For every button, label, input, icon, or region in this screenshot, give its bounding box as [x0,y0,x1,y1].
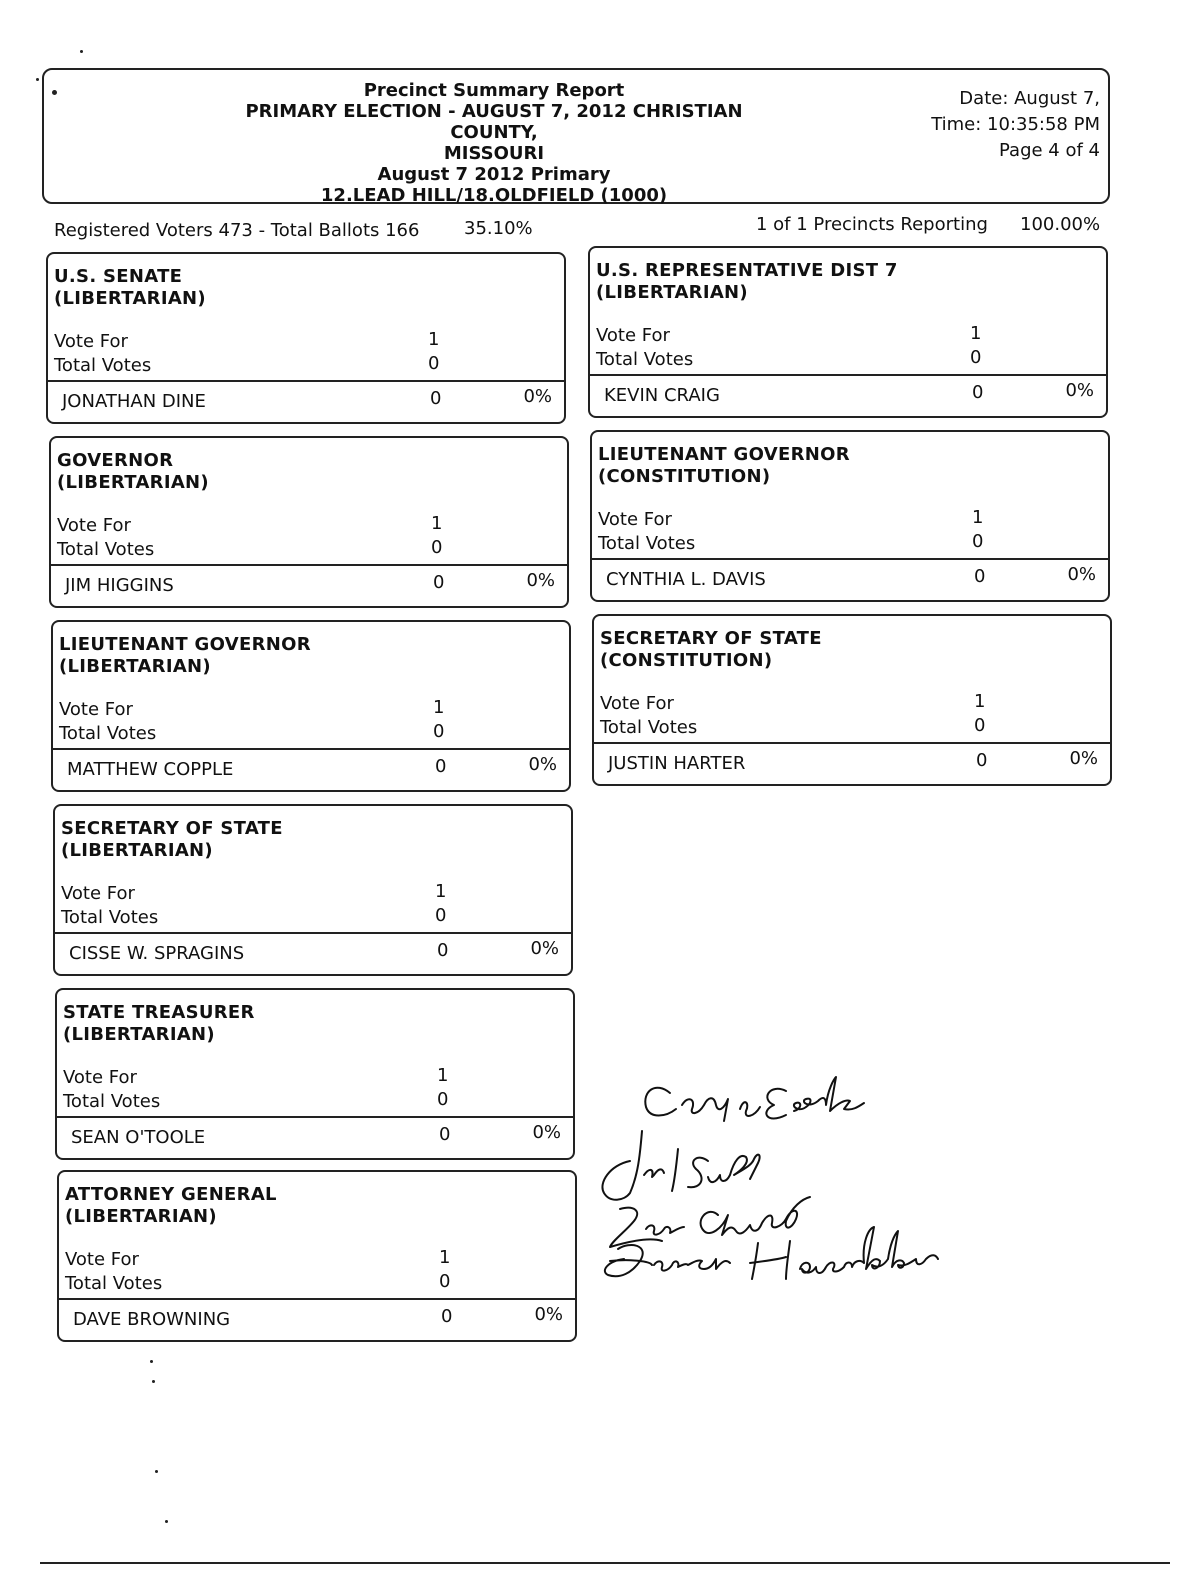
precinct-name: 12.LEAD HILL/18.OLDFIELD (1000) [320,185,668,206]
candidate-percent: 0% [1069,748,1098,769]
total-votes-value: 0 [970,347,982,368]
total-votes-label: Total Votes [596,349,694,370]
vote-for-value: 1 [431,513,443,534]
total-votes-label: Total Votes [65,1273,163,1294]
race-title [54,266,206,310]
election-name-line2: MISSOURI [443,143,545,164]
candidate-name: JIM HIGGINS [65,575,174,596]
header-title-block [214,80,774,206]
vote-for-label: Vote For [63,1067,137,1088]
candidate-percent: 0% [532,1122,561,1143]
race-party: (LIBERTARIAN) [57,472,209,493]
precincts-reporting: 1 of 1 Precincts Reporting [756,214,988,235]
race-box [592,614,1112,786]
candidate-votes: 0 [441,1306,453,1327]
candidate-votes: 0 [435,756,447,777]
total-votes-label: Total Votes [59,723,157,744]
race-title [600,628,822,672]
scan-speck [52,90,57,95]
candidate-votes: 0 [439,1124,451,1145]
turnout-percent: 35.10% [464,218,533,239]
primary-name: August 7 2012 Primary [377,164,611,185]
vote-for-label: Vote For [598,509,672,530]
scan-speck [152,1380,155,1383]
precincts-reporting-percent: 100.00% [1020,214,1101,235]
race-title [61,818,283,862]
total-votes-value: 0 [972,531,984,552]
registered-voters-summary: Registered Voters 473 - Total Ballots 166 [54,220,420,241]
total-votes-value: 0 [428,353,440,374]
race-office: ATTORNEY GENERAL [65,1184,277,1205]
race-box [46,252,566,424]
scan-speck [165,1520,168,1523]
scan-speck [155,1470,158,1473]
page-number: Page 4 of 4 [999,140,1100,161]
candidate-name: CYNTHIA L. DAVIS [606,569,766,590]
race-box [51,620,571,792]
signature-jerry-stuff [602,1131,759,1200]
race-office: U.S. SENATE [54,266,183,287]
race-box [590,430,1110,602]
race-party: (LIBERTARIAN) [59,656,211,677]
election-name-line1: PRIMARY ELECTION - AUGUST 7, 2012 CHRISTIAN COUNTY, [245,101,743,143]
vote-for-label: Vote For [54,331,128,352]
race-title [57,450,209,494]
vote-for-value: 1 [433,697,445,718]
report-title: Precinct Summary Report [363,80,625,101]
vote-for-value: 1 [437,1065,449,1086]
total-votes-value: 0 [433,721,445,742]
divider [59,1298,575,1300]
candidate-votes: 0 [437,940,449,961]
total-votes-label: Total Votes [61,907,159,928]
total-votes-label: Total Votes [600,717,698,738]
vote-for-label: Vote For [57,515,131,536]
total-votes-label: Total Votes [57,539,155,560]
total-votes-value: 0 [437,1089,449,1110]
vote-for-value: 1 [974,691,986,712]
scan-speck [150,1360,153,1363]
candidate-votes: 0 [433,572,445,593]
divider [57,1116,573,1118]
race-office: SECRETARY OF STATE [61,818,283,839]
handwritten-signatures [590,1065,1010,1295]
race-title [598,444,850,488]
total-votes-label: Total Votes [54,355,152,376]
candidate-percent: 0% [1067,564,1096,585]
total-votes-value: 0 [974,715,986,736]
candidate-percent: 0% [534,1304,563,1325]
race-box [57,1170,577,1342]
scan-speck [36,78,39,81]
total-votes-value: 0 [431,537,443,558]
total-votes-value: 0 [439,1271,451,1292]
race-box [55,988,575,1160]
vote-for-value: 1 [970,323,982,344]
race-party: (CONSTITUTION) [598,466,771,487]
total-votes-label: Total Votes [598,533,696,554]
race-office: SECRETARY OF STATE [600,628,822,649]
candidate-votes: 0 [976,750,988,771]
divider [51,564,567,566]
race-title [59,634,311,678]
scan-speck [80,50,83,53]
race-office: STATE TREASURER [63,1002,255,1023]
divider [590,374,1106,376]
vote-for-label: Vote For [61,883,135,904]
candidate-name: JUSTIN HARTER [608,753,746,774]
candidate-percent: 0% [523,386,552,407]
vote-for-value: 1 [439,1247,451,1268]
candidate-name: KEVIN CRAIG [604,385,720,406]
page-bottom-rule [40,1562,1170,1564]
race-party: (CONSTITUTION) [600,650,773,671]
vote-for-value: 1 [428,329,440,350]
vote-for-value: 1 [972,507,984,528]
race-office: GOVERNOR [57,450,174,471]
race-title [65,1184,277,1228]
candidate-percent: 0% [1065,380,1094,401]
vote-for-label: Vote For [65,1249,139,1270]
candidate-percent: 0% [530,938,559,959]
race-title [596,260,898,304]
candidate-name: MATTHEW COPPLE [67,759,234,780]
total-votes-label: Total Votes [63,1091,161,1112]
total-votes-value: 0 [435,905,447,926]
race-party: (LIBERTARIAN) [54,288,206,309]
candidate-votes: 0 [972,382,984,403]
race-party: (LIBERTARIAN) [596,282,748,303]
header-meta [900,86,1100,164]
report-time: Time: 10:35:58 PM [931,114,1100,135]
divider [48,380,564,382]
race-party: (LIBERTARIAN) [61,840,213,861]
vote-for-label: Vote For [596,325,670,346]
candidate-name: DAVE BROWNING [73,1309,231,1330]
candidate-percent: 0% [526,570,555,591]
vote-for-value: 1 [435,881,447,902]
divider [53,748,569,750]
divider [55,932,571,934]
race-title [63,1002,255,1046]
signature-carla-essick [645,1077,864,1121]
candidate-votes: 0 [974,566,986,587]
report-date: Date: August 7, [959,88,1100,109]
candidate-name: CISSE W. SPRAGINS [69,943,245,964]
race-party: (LIBERTARIAN) [63,1024,215,1045]
signature-lora-russell [610,1197,810,1247]
race-party: (LIBERTARIAN) [65,1206,217,1227]
vote-for-label: Vote For [600,693,674,714]
race-box [49,436,569,608]
candidate-votes: 0 [430,388,442,409]
report-header [42,68,1110,204]
divider [594,742,1110,744]
candidate-percent: 0% [528,754,557,775]
race-box [53,804,573,976]
candidate-name: JONATHAN DINE [62,391,206,412]
vote-for-label: Vote For [59,699,133,720]
candidate-name: SEAN O'TOOLE [71,1127,206,1148]
race-office: U.S. REPRESENTATIVE DIST 7 [596,260,898,281]
race-office: LIEUTENANT GOVERNOR [598,444,850,465]
divider [592,558,1108,560]
race-box [588,246,1108,418]
race-office: LIEUTENANT GOVERNOR [59,634,311,655]
